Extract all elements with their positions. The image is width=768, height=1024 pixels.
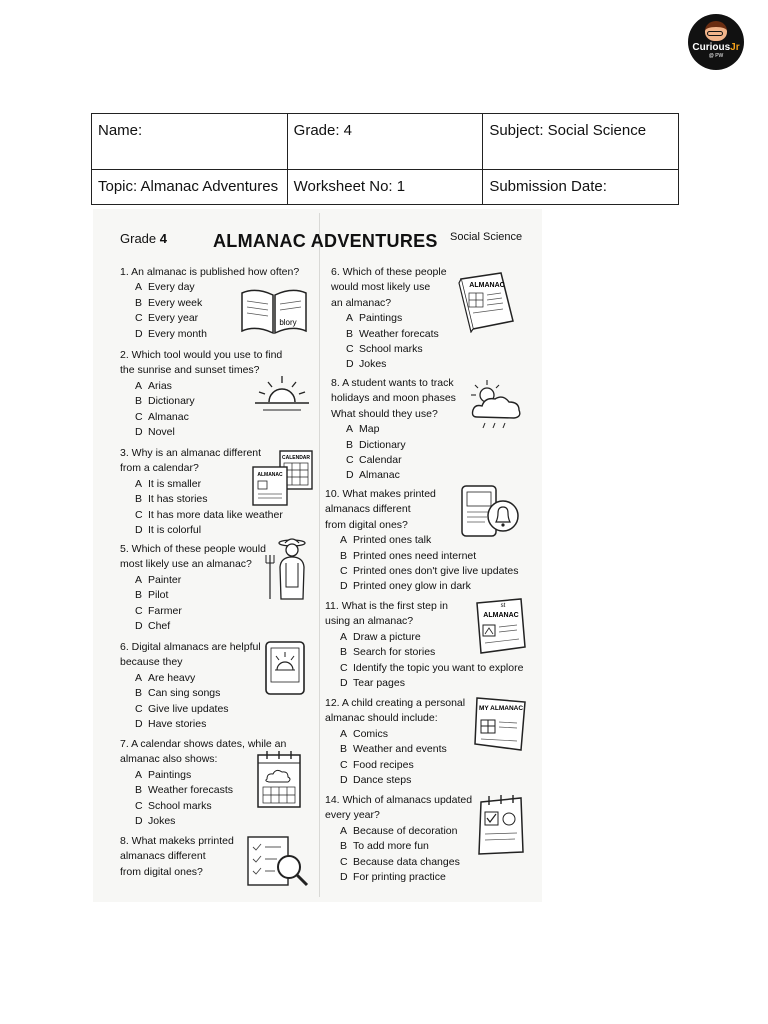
answer-option	[120, 588, 266, 603]
option-text: School marks	[359, 343, 423, 356]
answer-option	[325, 870, 472, 885]
option-letter: D	[346, 469, 354, 482]
answer-option	[120, 702, 261, 717]
answer-option	[120, 425, 282, 440]
option-letter: A	[340, 727, 348, 740]
topic-cell: Topic: Almanac Adventures	[92, 170, 288, 205]
question-text: 3. Why is an almanac different	[120, 447, 262, 459]
question-text: every year?	[325, 809, 380, 822]
option-text: For printing practice	[353, 871, 446, 884]
option-text: Map	[359, 423, 380, 436]
option-text: Every week	[148, 296, 203, 309]
option-text: Chef	[148, 620, 171, 633]
option-letter: C	[346, 454, 354, 467]
question-left-6	[120, 640, 261, 732]
option-letter: A	[346, 312, 354, 325]
answer-option	[325, 855, 472, 870]
option-letter: C	[135, 410, 143, 423]
option-letter: B	[340, 549, 348, 562]
question-right-6	[331, 265, 447, 373]
option-text: Printed ones need internet	[353, 549, 477, 562]
answer-option	[331, 453, 456, 468]
question-text: 10. What makes printed	[325, 488, 436, 500]
calendar-label: CALENDAR	[281, 455, 311, 461]
worksheet-image	[93, 209, 542, 902]
option-text: Weather forecasts	[148, 784, 234, 797]
option-text: Have stories	[148, 718, 207, 731]
option-text: Draw a picture	[353, 630, 421, 643]
answer-option	[120, 671, 261, 686]
answer-option	[325, 564, 518, 579]
answer-option	[120, 573, 266, 588]
option-text: Dance steps	[353, 774, 412, 787]
subject-cell: Subject: Social Science	[483, 114, 679, 170]
option-letter: B	[340, 743, 348, 756]
question-text: 5. Which of these people would	[120, 543, 266, 555]
question-text: from digital ones?	[120, 865, 203, 878]
answer-option	[325, 549, 518, 564]
almanac-small-label: ALMANAC	[257, 472, 283, 478]
answer-option	[325, 758, 465, 773]
sheet-grade: Grade 4	[120, 231, 167, 246]
question-text: almanac also shows:	[120, 753, 218, 766]
answer-option	[325, 676, 523, 691]
logo-wordmark: CuriousJr	[692, 42, 740, 53]
option-letter: B	[135, 296, 143, 309]
almanac-cover-label: ALMANAC	[483, 612, 519, 619]
question-text: 6. Which of these people	[331, 266, 447, 278]
question-text: the sunrise and sunset times?	[120, 364, 260, 377]
option-text: Arias	[148, 379, 172, 392]
curious-jr-logo	[688, 14, 744, 70]
option-text: Are heavy	[148, 671, 196, 684]
option-letter: B	[340, 646, 348, 659]
option-text: Food recipes	[353, 758, 414, 771]
question-text: 1. An almanac is published how often?	[120, 266, 300, 278]
option-letter: D	[340, 774, 348, 787]
option-letter: D	[340, 677, 348, 690]
option-text: Every month	[148, 327, 207, 340]
option-letter: D	[346, 358, 354, 371]
logo-subtext: @ PW	[708, 53, 724, 59]
answer-option	[120, 717, 261, 732]
option-letter: C	[346, 343, 354, 356]
answer-option	[120, 619, 266, 634]
sun-cloud-icon	[467, 377, 525, 433]
option-text: Dictionary	[148, 395, 195, 408]
mascot-face-icon	[705, 21, 727, 41]
answer-option	[331, 357, 447, 372]
name-cell: Name:	[92, 114, 288, 170]
option-letter: B	[135, 687, 143, 700]
answer-option	[325, 773, 465, 788]
option-text: Jokes	[359, 358, 387, 371]
answer-option	[331, 311, 447, 326]
option-letter: C	[135, 702, 143, 715]
option-letter: B	[340, 840, 348, 853]
option-text: To add more fun	[353, 840, 429, 853]
option-text: Calendar	[359, 454, 402, 467]
option-text: Search for stories	[353, 646, 436, 659]
almanac-book-icon	[455, 269, 519, 333]
option-text: Pilot	[148, 589, 169, 602]
option-text: Printed ones talk	[353, 534, 432, 547]
my-almanac-icon	[473, 694, 531, 752]
option-letter: C	[340, 855, 348, 868]
answer-option	[120, 523, 283, 538]
option-letter: C	[135, 799, 143, 812]
option-text: Because of decoration	[353, 824, 458, 837]
answer-option	[325, 661, 523, 676]
answer-option	[331, 342, 447, 357]
option-text: Printed oney glow in dark	[353, 580, 471, 593]
question-text: from a calendar?	[120, 462, 199, 475]
sheet-subject: Social Science	[450, 231, 523, 243]
option-text: Weather forecats	[359, 327, 439, 340]
option-letter: D	[135, 620, 143, 633]
open-book-icon	[238, 285, 310, 337]
calendar-almanac-icon	[250, 449, 314, 507]
option-text: It has stories	[148, 493, 208, 506]
sunrise-icon	[253, 372, 311, 416]
option-text: Almanac	[359, 469, 400, 482]
option-text: Can sing songs	[148, 687, 221, 700]
option-letter: D	[135, 718, 143, 731]
option-letter: D	[340, 580, 348, 593]
question-text: using an almanac?	[325, 615, 414, 628]
question-text: would most likely use	[331, 281, 431, 294]
option-letter: D	[135, 815, 143, 828]
answer-option	[120, 604, 266, 619]
answer-option	[331, 438, 456, 453]
question-text: from digital ones?	[325, 518, 408, 531]
option-text: It is colorful	[148, 524, 202, 537]
answer-option	[331, 468, 456, 483]
option-letter: A	[135, 281, 143, 294]
column-divider	[319, 213, 320, 897]
option-text: Almanac	[148, 410, 189, 423]
question-text: What should they use?	[331, 407, 438, 420]
option-text: Printed ones don't give live updates	[353, 565, 519, 578]
question-text: almanac should include:	[325, 712, 438, 725]
option-letter: B	[135, 395, 143, 408]
weather-calendar-icon	[255, 749, 303, 809]
option-text: Give live updates	[148, 702, 229, 715]
question-text: an almanac?	[331, 296, 392, 309]
option-letter: B	[135, 493, 143, 506]
checklist-calendar-icon	[475, 794, 527, 856]
answer-option	[325, 824, 472, 839]
question-text: almanacs different	[120, 850, 206, 863]
answer-option	[120, 814, 286, 829]
question-text: because they	[120, 656, 183, 669]
answer-option	[325, 742, 465, 757]
question-text: 6. Digital almanacs are helpful	[120, 641, 261, 653]
option-letter: C	[135, 508, 143, 521]
option-letter: A	[340, 630, 348, 643]
option-text: School marks	[148, 799, 212, 812]
option-letter: B	[346, 438, 354, 451]
question-text: 8. A student wants to track	[331, 377, 454, 389]
answer-option	[331, 422, 456, 437]
tablet-sun-icon	[263, 640, 309, 696]
almanac-cover-icon	[473, 597, 529, 655]
option-text: Comics	[353, 727, 389, 740]
question-right-8	[331, 376, 456, 484]
option-text: Dictionary	[359, 438, 406, 451]
question-text: 11. What is the first step in	[325, 600, 448, 612]
question-text: 12. A child creating a personal	[325, 697, 466, 709]
option-text: Tear pages	[353, 677, 405, 690]
farmer-icon	[265, 537, 315, 601]
worksheet-cell: Worksheet No: 1	[287, 170, 483, 205]
option-letter: D	[135, 327, 143, 340]
question-right-14	[325, 793, 472, 885]
student-info-table	[91, 113, 679, 205]
almanac-cover-top-label: st	[500, 603, 506, 609]
option-letter: C	[340, 758, 348, 771]
option-letter: C	[340, 661, 348, 674]
option-letter: A	[135, 573, 143, 586]
option-letter: A	[135, 379, 143, 392]
option-letter: B	[346, 327, 354, 340]
option-text: Identify the topic you want to explore	[353, 661, 524, 674]
option-letter: C	[135, 604, 143, 617]
option-text: It is smaller	[148, 477, 202, 490]
tablet-bell-icon	[459, 484, 523, 540]
grade-cell: Grade: 4	[287, 114, 483, 170]
option-text: Every day	[148, 281, 195, 294]
almanac-book-label: ALMANAC	[469, 282, 505, 289]
option-letter: D	[135, 524, 143, 537]
book-label: blory	[279, 318, 297, 327]
answer-option	[325, 839, 472, 854]
option-letter: A	[340, 534, 348, 547]
option-text: Weather and events	[353, 743, 447, 756]
option-letter: D	[135, 426, 143, 439]
submission-date-cell: Submission Date:	[483, 170, 679, 205]
option-letter: B	[135, 589, 143, 602]
option-text: Paintings	[359, 312, 403, 325]
option-letter: C	[135, 312, 143, 325]
option-letter: A	[135, 477, 143, 490]
option-text: Paintings	[148, 768, 192, 781]
answer-option	[325, 579, 518, 594]
option-text: Every year	[148, 312, 199, 325]
my-almanac-label: MY ALMANAC	[478, 705, 524, 712]
question-text: 14. Which of almanacs updated	[325, 794, 473, 806]
magnifier-document-icon	[245, 833, 311, 889]
option-text: Because data changes	[353, 855, 460, 868]
option-letter: C	[340, 565, 348, 578]
question-text: 2. Which tool would you use to find	[120, 349, 283, 361]
question-left-5	[120, 542, 266, 634]
option-letter: B	[135, 784, 143, 797]
answer-option	[331, 327, 447, 342]
question-right-12	[325, 696, 465, 788]
question-text: most likely use an almanac?	[120, 558, 252, 571]
option-text: Painter	[148, 573, 182, 586]
sheet-title: ALMANAC ADVENTURES	[213, 231, 438, 251]
option-text: Novel	[148, 426, 175, 439]
option-text: Farmer	[148, 604, 182, 617]
option-text: Jokes	[148, 815, 176, 828]
answer-option	[120, 686, 261, 701]
question-left-8	[120, 834, 234, 880]
question-text: almanacs different	[325, 503, 411, 516]
answer-option	[120, 508, 283, 523]
question-text: 7. A calendar shows dates, while an	[120, 738, 287, 750]
option-text: It has more data like weather	[148, 508, 283, 521]
option-letter: A	[135, 671, 143, 684]
option-letter: A	[346, 423, 354, 436]
question-text: 8. What makeks prrinted	[120, 835, 234, 847]
option-letter: A	[340, 824, 348, 837]
option-letter: D	[340, 871, 348, 884]
answer-option	[325, 727, 465, 742]
option-letter: A	[135, 768, 143, 781]
question-text: holidays and moon phases	[331, 392, 456, 405]
